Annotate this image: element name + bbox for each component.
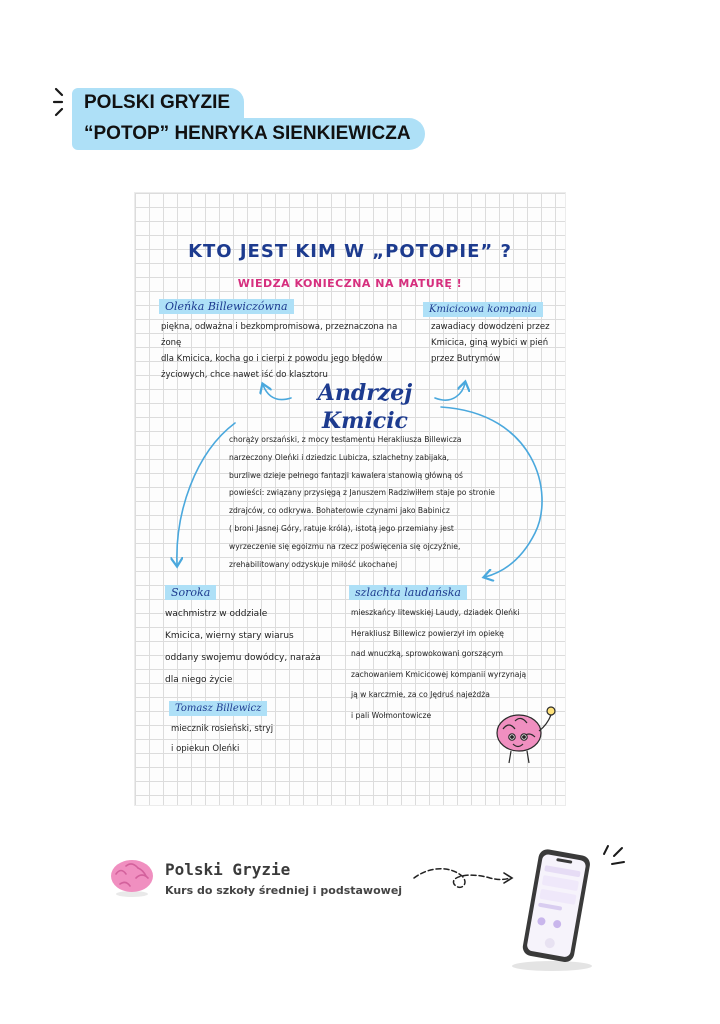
note-line: dla niego życie	[165, 675, 233, 685]
note-line: burzliwe dzieje pełnego fantazji kawalera stanowią główną oś	[229, 470, 463, 480]
note-line: życiowych, chce nawet iść do klasztoru	[161, 370, 328, 380]
note-line: zdrajców, co odkrywa. Bohaterowie czynami jako Babinicz	[229, 506, 450, 516]
note-line: Kmicica, giną wybici w pień	[431, 338, 549, 348]
note-line: zachowaniem Kmicicowej kompanii wyrzynają	[351, 669, 527, 679]
page-title-line1: POLSKI GRYZIE	[72, 88, 244, 118]
page-title-line2: “POTOP” HENRYKA SIENKIEWICZA	[72, 118, 425, 150]
central-character-description	[229, 431, 529, 573]
note-line: oddany swojemu dowódcy, naraża	[165, 653, 321, 663]
note-line: wyrzeczenie się egoizmu na rzecz poświęcenia się ojczyźnie,	[229, 541, 461, 551]
smartphone-icon	[508, 848, 608, 972]
sheet-subtitle: WIEDZA KONIECZNA NA MATURĘ !	[237, 277, 463, 290]
note-line: miecznik rosieński, stryj	[171, 724, 274, 734]
note-line: chorąży orszański, z mocy testamentu Herakliusza Billewicza	[229, 435, 462, 444]
note-line: mieszkańcy litewskiej Laudy, dziadek Oleńki	[351, 608, 520, 617]
note-line: Kmicica, wierny stary wiarus	[165, 631, 294, 641]
note-line: zawadiacy dowodzeni przez	[431, 322, 550, 332]
note-line: ją w karczmie, za co Jędruś najeżdża	[351, 690, 490, 700]
note-line: wachmistrz w oddziale	[165, 609, 268, 619]
brand-name: Polski Gryzie	[165, 860, 291, 879]
brain-logo-icon	[108, 856, 156, 900]
squiggle-arrow-icon	[410, 858, 520, 898]
sparkle-lines-icon	[52, 86, 74, 118]
note-line: Herakliusz Billewicz powierzył im opiekę	[351, 628, 504, 638]
sparkle-lines-icon	[600, 844, 626, 878]
character-note-olenka	[161, 319, 413, 383]
note-line: piękna, odważna i bezkompromisowa, przeznaczona na żonę	[161, 322, 398, 348]
character-label-kompania: Kmicicowa kompania	[423, 302, 543, 317]
arrow-to-soroka	[177, 423, 235, 565]
note-line: narzeczony Oleńki i dziedzic Lubicza, szlachetny zabijaka,	[229, 452, 450, 462]
note-line: dla Kmicica, kocha go i cierpi z powodu jego błędów	[161, 354, 383, 364]
note-line: ( broni Jasnej Góry, ratuje króla), istotą jego przemiany jest	[229, 523, 454, 533]
character-note-kompania	[431, 319, 561, 367]
character-note-tomasz	[171, 719, 331, 759]
sheet-title: KTO JEST KIM W „POTOPIE” ?	[188, 241, 512, 262]
character-note-soroka	[165, 603, 335, 691]
notebook-sheet	[135, 193, 565, 805]
note-line: i opiekun Oleńki	[171, 744, 240, 754]
character-label-olenka: Oleńka Billewiczówna	[159, 299, 294, 314]
central-character-name: Andrzej Kmicic	[317, 380, 413, 434]
note-line: i pali Wołmontowicze	[351, 710, 432, 720]
character-label-szlachta: szlachta laudańska	[349, 585, 467, 600]
brain-mascot-icon	[491, 699, 559, 769]
note-line: zrehabilitowany odzyskuje miłość ukochanej	[229, 559, 398, 569]
character-label-soroka: Soroka	[165, 585, 216, 600]
note-line: przez Butrymów	[431, 354, 501, 364]
brand-tagline: Kurs do szkoły średniej i podstawowej	[165, 884, 403, 897]
note-line: powieści: związany przysięgą z Januszem Radziwiłłem staje po stronie	[229, 488, 495, 498]
note-line: nad wnuczką, sprowokowani gorszącym	[351, 649, 504, 659]
character-label-tomasz: Tomasz Billewicz	[169, 701, 267, 716]
